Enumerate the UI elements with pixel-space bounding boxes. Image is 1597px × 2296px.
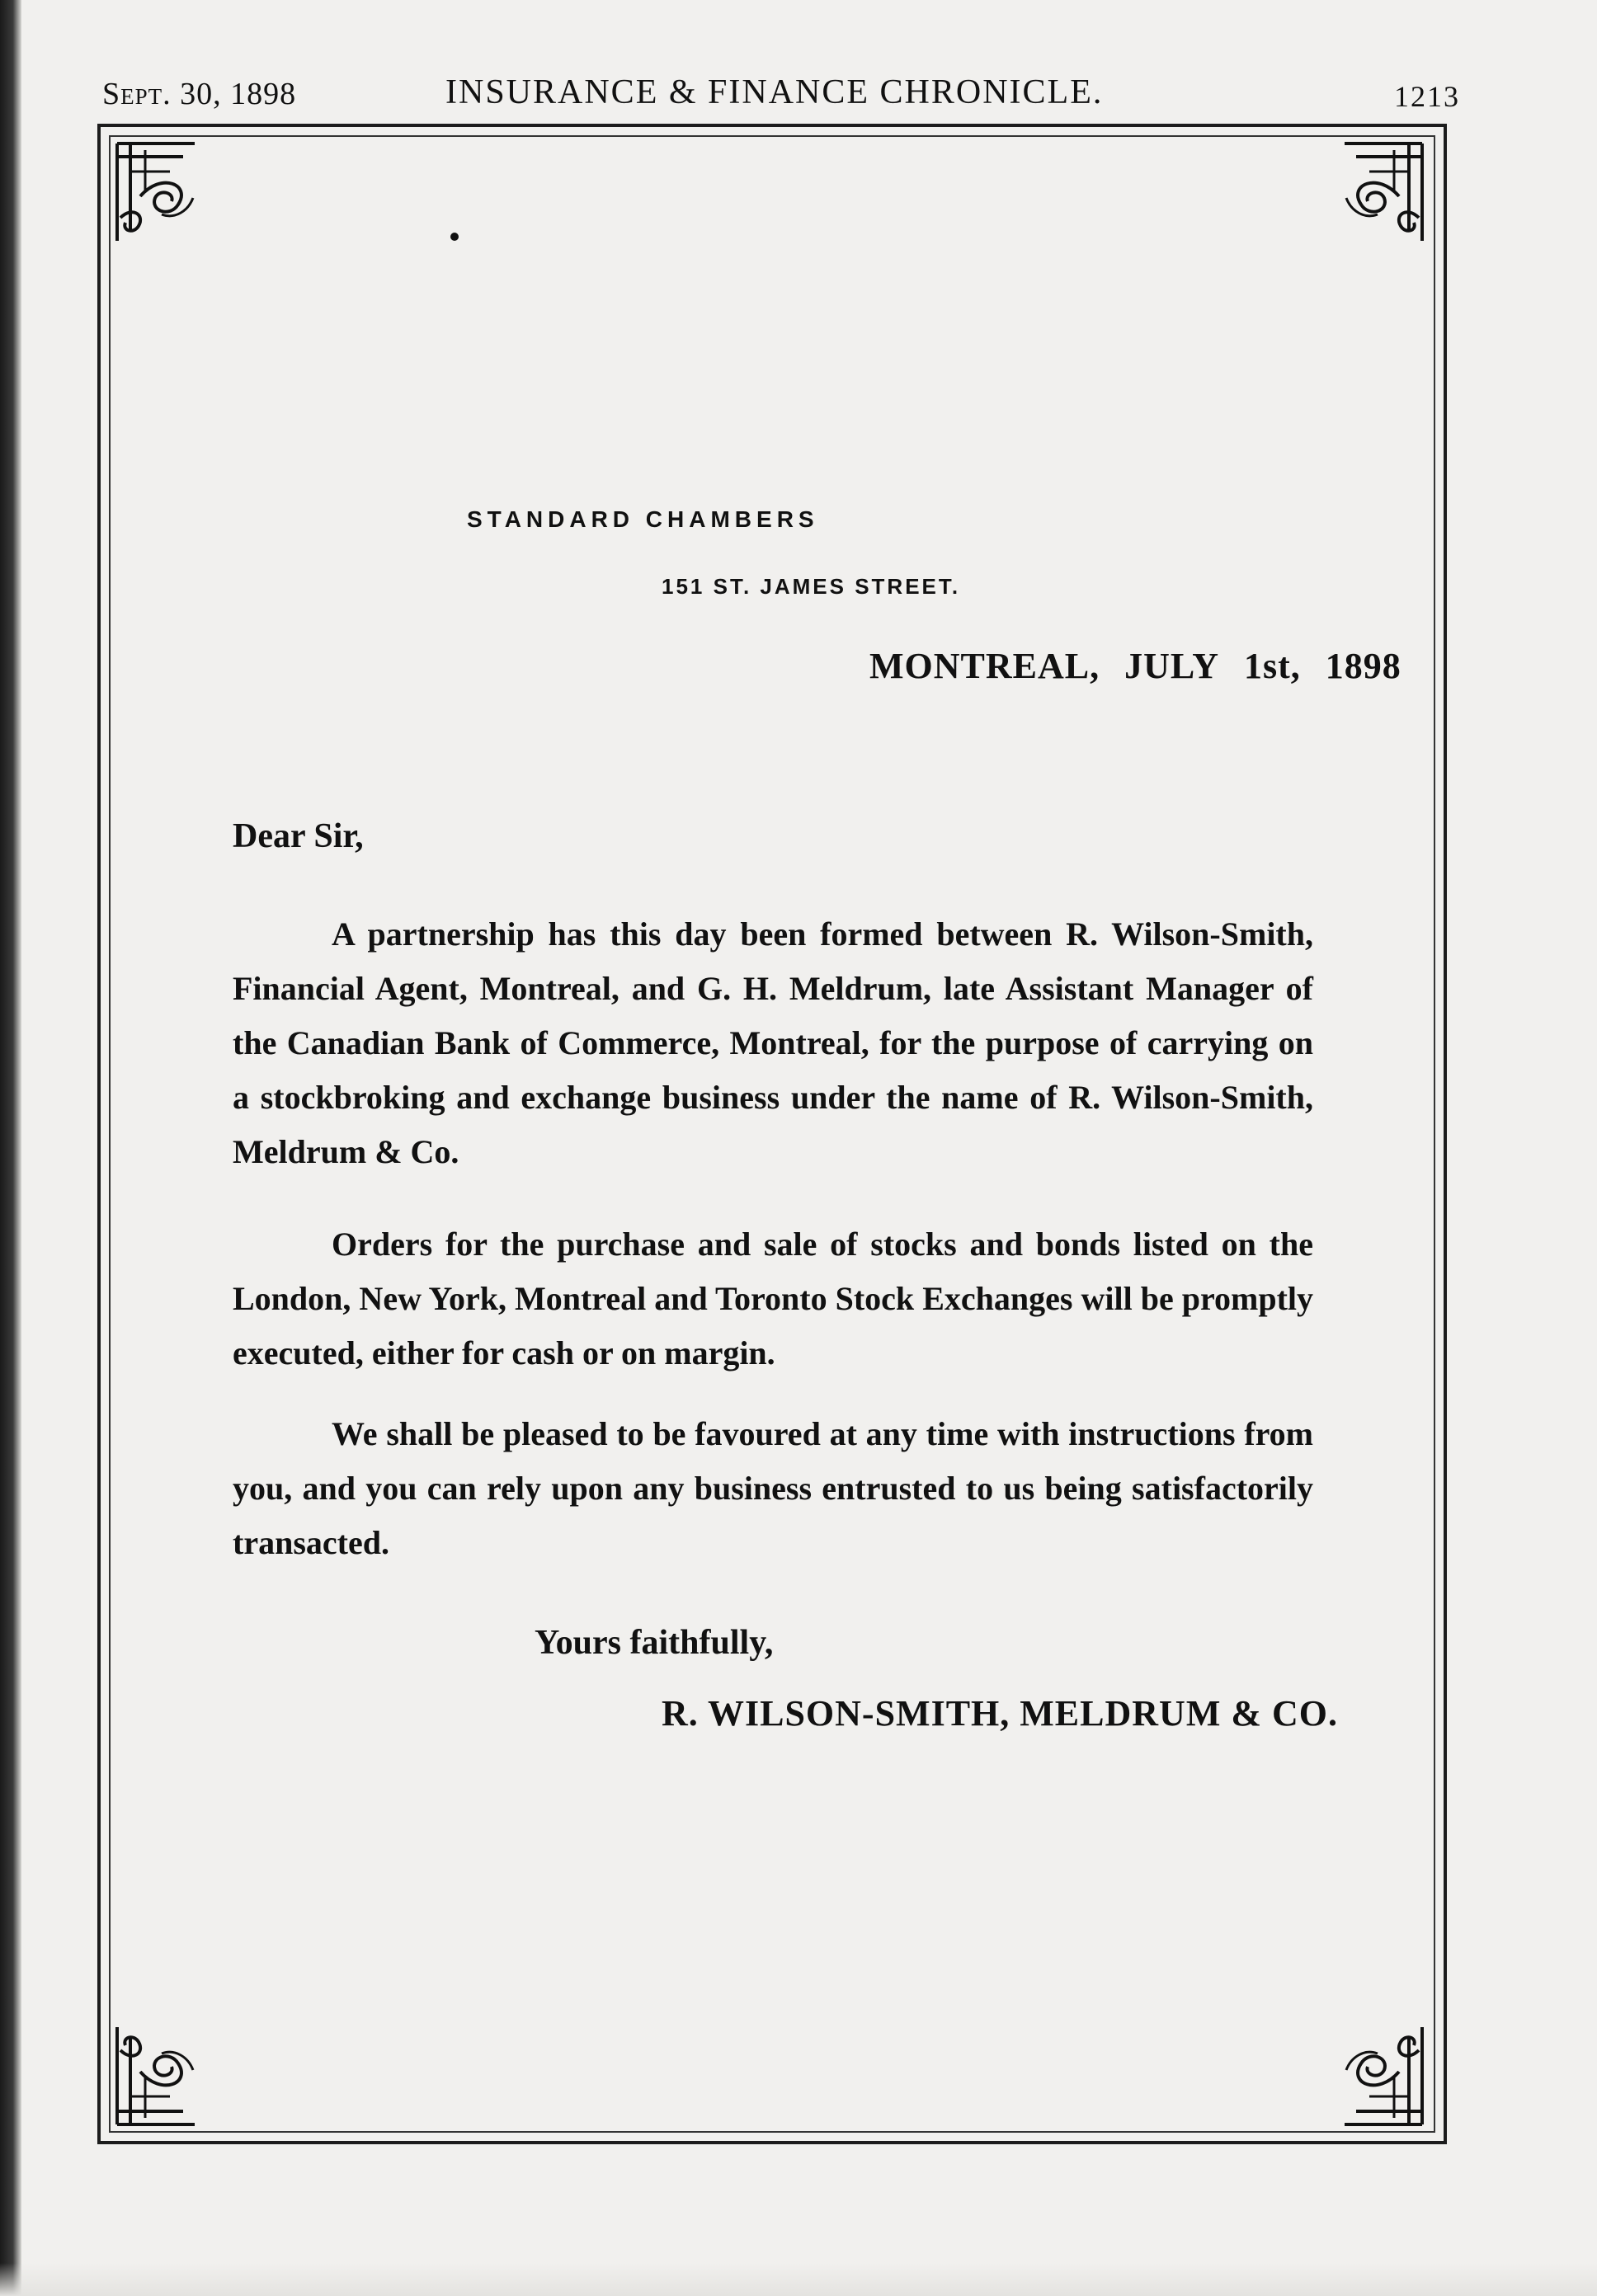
- header-date: Sept. 30, 1898: [102, 77, 297, 111]
- letter-signature: R. WILSON-SMITH, MELDRUM & CO.: [662, 1693, 1339, 1734]
- letter-closing: Yours faithfully,: [535, 1624, 774, 1662]
- letterhead-address-line-2: 151 ST. JAMES STREET.: [662, 574, 961, 599]
- running-header: [0, 73, 1597, 122]
- letter-paragraph: A partnership has this day been formed between R. Wilson-Smith, Financial Agent, Montreal, and G. H. Meldrum, late Assistant Manager of the Canadian Bank of Commerce, Montreal, for the purpose of carrying on a stockbroking and exchange business under the name of R. Wilson-Smith, Meldrum & Co.: [233, 915, 1313, 1170]
- corner-scroll-ornament-icon: [1336, 2022, 1427, 2129]
- dateline-month: JULY: [1124, 646, 1219, 686]
- page-binding-edge: [0, 0, 21, 2296]
- corner-scroll-ornament-icon: [112, 2022, 203, 2129]
- corner-scroll-ornament-icon: [1336, 139, 1427, 246]
- letterhead-address-line-1: STANDARD CHAMBERS: [467, 506, 819, 532]
- page-bottom-shadow: [0, 2263, 1597, 2296]
- page-number: 1213: [1394, 80, 1460, 113]
- publication-title: INSURANCE & FINANCE CHRONICLE.: [445, 73, 1104, 111]
- dateline-city: MONTREAL,: [869, 646, 1100, 686]
- letter-paragraph: Orders for the purchase and sale of stocks and bonds listed on the London, New York, Montreal and Toronto Stock Exchanges will be promptly executed, either for cash or on margin.: [233, 1226, 1313, 1371]
- letter-dateline: [869, 645, 1401, 687]
- letter-salutation: Dear Sir,: [233, 817, 364, 855]
- ink-speck: [450, 233, 459, 241]
- dateline-year: 1898: [1325, 646, 1401, 686]
- corner-scroll-ornament-icon: [112, 139, 203, 246]
- letter-paragraph: We shall be pleased to be favoured at any time with instructions from you, and you can rely upon any business entrusted to us being satisfactorily transacted.: [233, 1415, 1313, 1561]
- dateline-day: 1st,: [1243, 646, 1301, 686]
